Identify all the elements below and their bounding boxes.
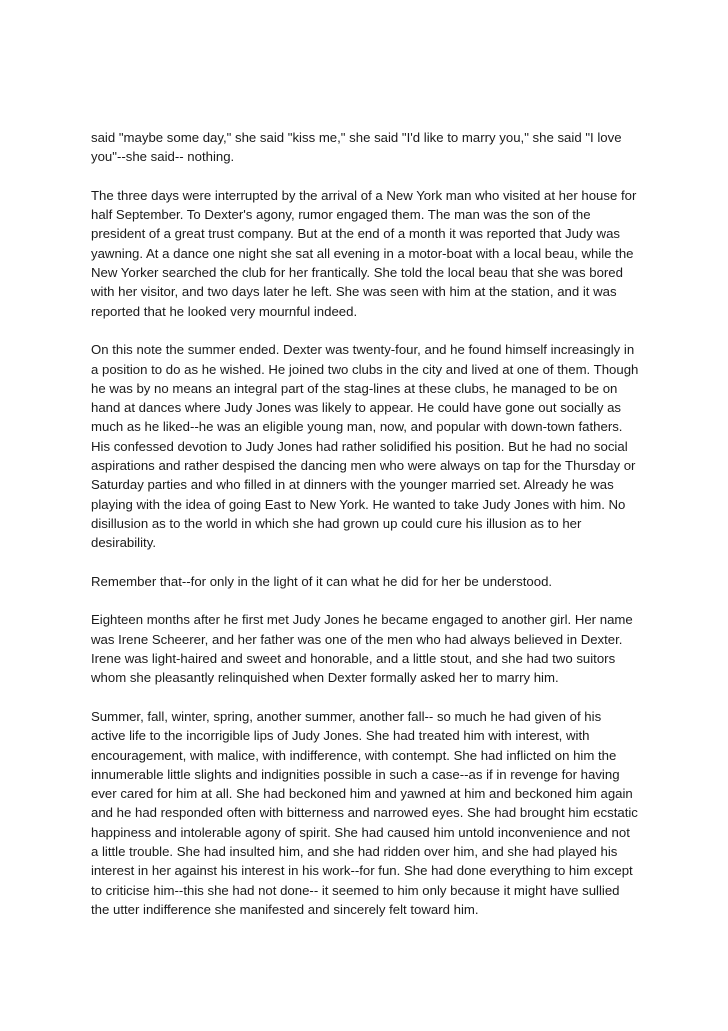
paragraph-3: On this note the summer ended. Dexter was twenty-four, and he found himself increasingly in a position to do as he wished. He joined two clubs in the city and lived at one of them. Though he was by no means an integral part of the stag-lines at these clubs, he managed to be on hand at dances where Judy Jones was likely to appear. He could have gone out socially as much as he liked--he was an eligible young man, now, and popular with down-town fathers. His confessed devotion to Judy Jones had rather solidified his position. But he had no social aspirations and rather despised the dancing men who were always on tap for the Thursday or Saturday parties and who filled in at dinners with the younger married set. Already he was playing with the idea of going East to New York. He wanted to take Judy Jones with him. No disillusion as to the world in which she had grown up could cure his illusion as to her desirability. bbox=[91, 342, 639, 551]
paragraph-5: Eighteen months after he first met Judy Jones he became engaged to another girl. Her name was Irene Scheerer, and her father was one of the men who had always believed in Dexter. Irene was light-haired and sweet and honorable, and a little stout, and she had two suitors whom she pleasantly relinquished when Dexter formally asked her to marry him. bbox=[91, 612, 633, 686]
paragraph-1: said "maybe some day," she said "kiss me," she said "I'd like to marry you," she said "I love you"--she said-- nothing. bbox=[91, 130, 622, 165]
document-body bbox=[91, 128, 639, 938]
paragraph-6: Summer, fall, winter, spring, another summer, another fall-- so much he had given of his active life to the incorrigible lips of Judy Jones. She had treated him with interest, with encouragement, with malice, with indifference, with contempt. She had inflicted on him the innumerable little slights and indignities possible in such a case--as if in revenge for having ever cared for him at all. She had beckoned him and yawned at him and beckoned him again and he had responded often with bitterness and narrowed eyes. She had brought him ecstatic happiness and intolerable agony of spirit. She had caused him untold inconvenience and not a little trouble. She had insulted him, and she had ridden over him, and she had played his interest in her against his interest in his work--for fun. She had done everything to him except to criticise him--this she had not done-- it seemed to him only because it might have sullied the utter indifference she manifested and sincerely felt toward him. bbox=[91, 708, 638, 917]
paragraph-2: The three days were interrupted by the arrival of a New York man who visited at her house for half September. To Dexter's agony, rumor engaged them. The man was the son of the president of a great trust company. But at the end of a month it was reported that Judy was yawning. At a dance one night she sat all evening in a motor-boat with a local beau, while the New Yorker searched the club for her frantically. She told the local beau that she was bored with her visitor, and two days later he left. She was seen with him at the station, and it was reported that he looked very mournful indeed. bbox=[91, 187, 637, 319]
paragraph-4: Remember that--for only in the light of it can what he did for her be understood. bbox=[91, 573, 553, 589]
